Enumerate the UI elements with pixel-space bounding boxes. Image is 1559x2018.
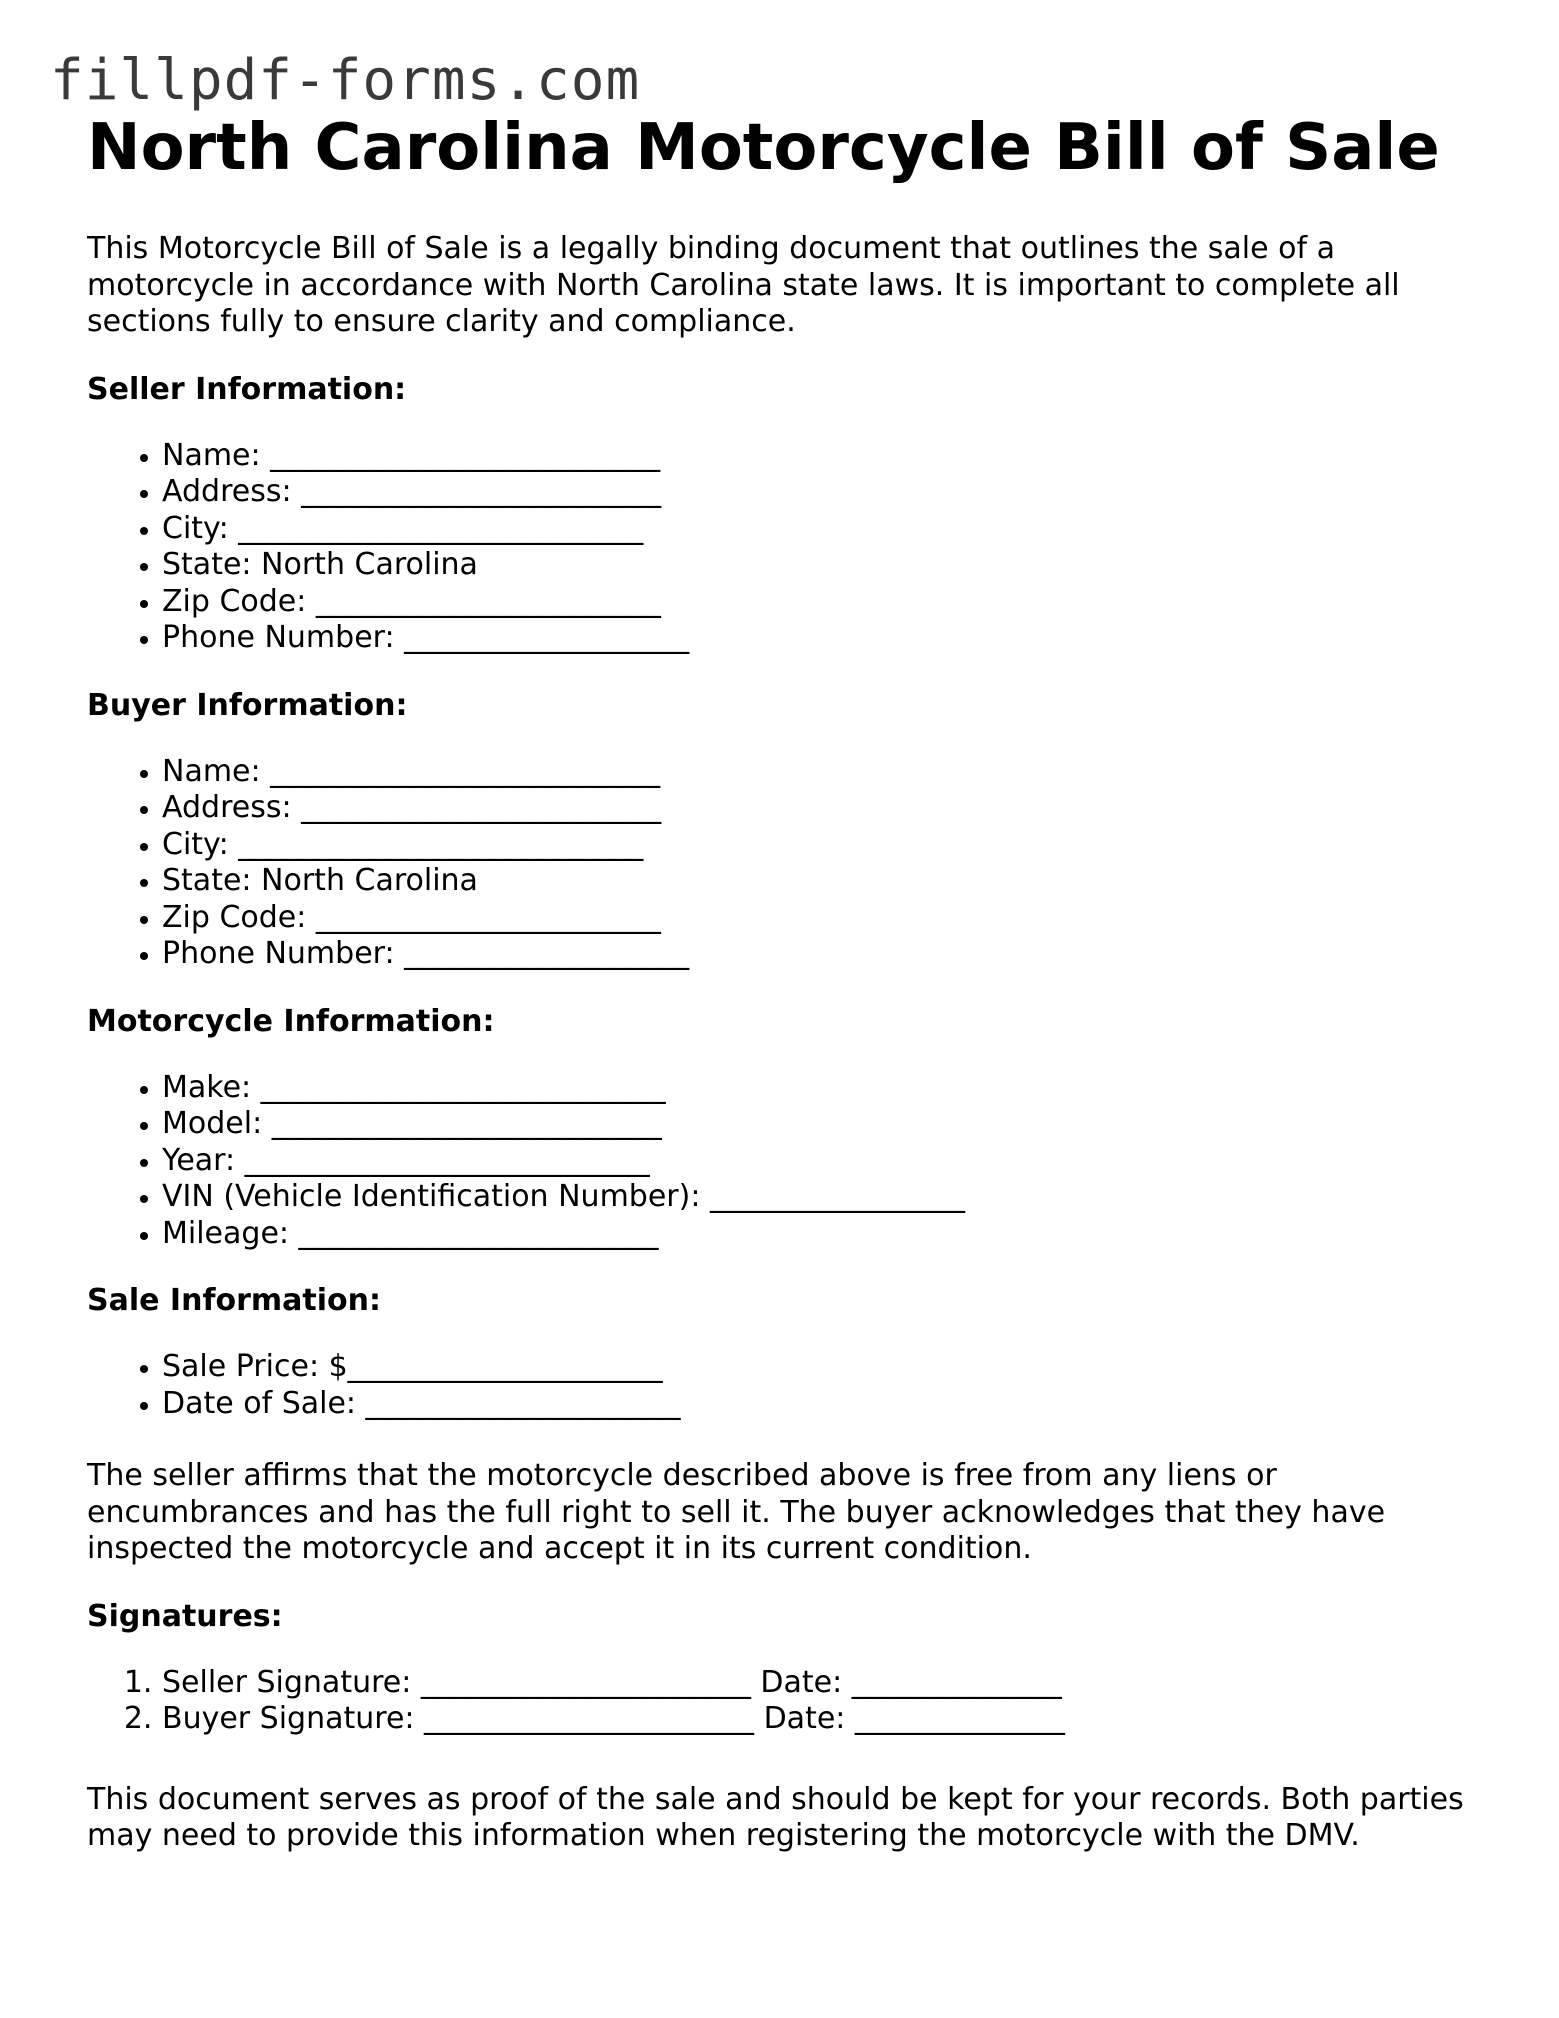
seller-fields-list <box>87 438 1487 657</box>
buyer-zip-field[interactable]: • Zip Code: _______________________ <box>162 900 1487 937</box>
sale-price-field[interactable]: • Sale Price: $_____________________ <box>162 1349 1487 1386</box>
model-field[interactable]: • Model: __________________________ <box>162 1106 1487 1143</box>
seller-signature-field[interactable]: 1. Seller Signature: ______________________ Date: ______________ <box>162 1665 1487 1702</box>
vin-field[interactable]: • VIN (Vehicle Identification Number): _________________ <box>162 1179 1487 1216</box>
sale-heading: Sale Information: <box>87 1283 381 1318</box>
document-page <box>87 108 1487 1855</box>
seller-section <box>87 372 1487 657</box>
closing-paragraph: This document serves as proof of the sale and should be kept for your records. Both parties may need to provide this information when registering the motorcycle with the DMV. <box>87 1781 1464 1853</box>
year-field[interactable]: • Year: ___________________________ <box>162 1143 1487 1180</box>
buyer-phone-field[interactable]: • Phone Number: ___________________ <box>162 936 1487 973</box>
buyer-name-field[interactable]: • Name: __________________________ <box>162 754 1487 791</box>
sale-fields-list <box>87 1349 1487 1422</box>
motorcycle-heading: Motorcycle Information: <box>87 1003 495 1039</box>
seller-phone-field[interactable]: • Phone Number: ___________________ <box>162 620 1487 657</box>
motorcycle-fields-list <box>87 1070 1487 1253</box>
buyer-heading: Buyer Information: <box>87 687 408 723</box>
motorcycle-section <box>87 1004 1487 1253</box>
buyer-signature-field[interactable]: 2. Buyer Signature: ______________________ Date: ______________ <box>162 1701 1487 1738</box>
buyer-fields-list <box>87 754 1487 973</box>
buyer-address-field[interactable]: • Address: ________________________ <box>162 790 1487 827</box>
mileage-field[interactable]: • Mileage: ________________________ <box>162 1216 1487 1253</box>
seller-heading: Seller Information: <box>87 371 407 407</box>
buyer-state-field: • State: North Carolina <box>162 863 1487 900</box>
document-title: North Carolina Motorcycle Bill of Sale <box>87 111 1440 185</box>
seller-city-field[interactable]: • City: ___________________________ <box>162 511 1487 548</box>
signatures-list <box>87 1665 1487 1738</box>
watermark: fillpdf-forms.com <box>50 48 641 113</box>
signatures-heading: Signatures: <box>87 1598 283 1634</box>
sale-date-field[interactable]: • Date of Sale: _____________________ <box>162 1386 1487 1423</box>
seller-state-field: • State: North Carolina <box>162 547 1487 584</box>
seller-zip-field[interactable]: • Zip Code: _______________________ <box>162 584 1487 621</box>
seller-address-field[interactable]: • Address: ________________________ <box>162 474 1487 511</box>
seller-name-field[interactable]: • Name: __________________________ <box>162 438 1487 475</box>
affirmation-paragraph: The seller affirms that the motorcycle described above is free from any liens or encumbrances and has the full right to sell it. The buyer acknowledges that they have inspected the motorcycle and accept it in its current condition. <box>87 1458 1386 1566</box>
signatures-section <box>87 1599 1487 1738</box>
buyer-city-field[interactable]: • City: ___________________________ <box>162 827 1487 864</box>
make-field[interactable]: • Make: ___________________________ <box>162 1070 1487 1107</box>
intro-paragraph: This Motorcycle Bill of Sale is a legally binding document that outlines the sale of a motorcycle in accordance with North Carolina state laws. It is important to complete all sections fully to ensure clarity and compliance. <box>87 231 1400 339</box>
sale-section <box>87 1283 1487 1422</box>
buyer-section <box>87 688 1487 973</box>
